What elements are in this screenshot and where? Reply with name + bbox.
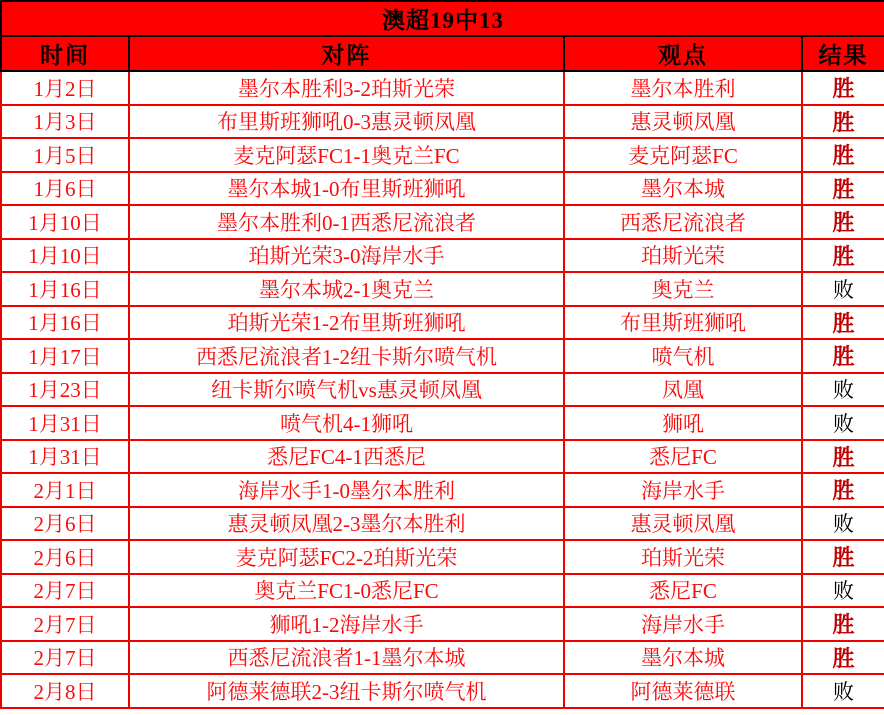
date-cell: 1月16日 <box>1 306 129 340</box>
result-cell: 胜 <box>802 138 884 172</box>
date-cell: 2月8日 <box>1 674 129 708</box>
match-cell: 麦克阿瑟FC2-2珀斯光荣 <box>129 540 564 574</box>
result-cell: 败 <box>802 406 884 440</box>
match-cell: 墨尔本城2-1奥克兰 <box>129 272 564 306</box>
column-header-pick: 观点 <box>564 36 802 71</box>
table-row <box>1 674 884 708</box>
pick-cell: 布里斯班狮吼 <box>564 306 802 340</box>
result-cell: 败 <box>802 574 884 608</box>
date-cell: 1月3日 <box>1 105 129 139</box>
date-cell: 2月6日 <box>1 507 129 541</box>
table-row <box>1 339 884 373</box>
match-cell: 墨尔本城1-0布里斯班狮吼 <box>129 172 564 206</box>
table-row <box>1 272 884 306</box>
date-cell: 1月10日 <box>1 205 129 239</box>
match-cell: 奥克兰FC1-0悉尼FC <box>129 574 564 608</box>
pick-cell: 狮吼 <box>564 406 802 440</box>
date-cell: 2月1日 <box>1 473 129 507</box>
result-cell: 胜 <box>802 540 884 574</box>
pick-cell: 惠灵顿凤凰 <box>564 507 802 541</box>
pick-cell: 海岸水手 <box>564 473 802 507</box>
result-cell: 胜 <box>802 339 884 373</box>
table-row <box>1 607 884 641</box>
match-cell: 墨尔本胜利3-2珀斯光荣 <box>129 71 564 105</box>
pick-cell: 惠灵顿凤凰 <box>564 105 802 139</box>
table-row <box>1 138 884 172</box>
match-cell: 阿德莱德联2-3纽卡斯尔喷气机 <box>129 674 564 708</box>
table-row <box>1 71 884 105</box>
table-row <box>1 373 884 407</box>
column-header-match: 对阵 <box>129 36 564 71</box>
table-row <box>1 641 884 675</box>
date-cell: 1月2日 <box>1 71 129 105</box>
match-cell: 珀斯光荣3-0海岸水手 <box>129 239 564 273</box>
result-cell: 败 <box>802 507 884 541</box>
match-cell: 海岸水手1-0墨尔本胜利 <box>129 473 564 507</box>
table-row <box>1 540 884 574</box>
date-cell: 1月6日 <box>1 172 129 206</box>
match-cell: 西悉尼流浪者1-2纽卡斯尔喷气机 <box>129 339 564 373</box>
pick-cell: 海岸水手 <box>564 607 802 641</box>
pick-cell: 麦克阿瑟FC <box>564 138 802 172</box>
date-cell: 2月7日 <box>1 574 129 608</box>
table-title-row <box>1 1 884 36</box>
match-cell: 西悉尼流浪者1-1墨尔本城 <box>129 641 564 675</box>
result-cell: 胜 <box>802 440 884 474</box>
pick-cell: 凤凰 <box>564 373 802 407</box>
result-cell: 胜 <box>802 172 884 206</box>
result-cell: 胜 <box>802 105 884 139</box>
match-cell: 惠灵顿凤凰2-3墨尔本胜利 <box>129 507 564 541</box>
result-cell: 胜 <box>802 71 884 105</box>
table-row <box>1 473 884 507</box>
date-cell: 2月7日 <box>1 641 129 675</box>
pick-cell: 西悉尼流浪者 <box>564 205 802 239</box>
result-cell: 胜 <box>802 641 884 675</box>
result-cell: 胜 <box>802 239 884 273</box>
table-row <box>1 440 884 474</box>
pick-cell: 奥克兰 <box>564 272 802 306</box>
table-header-row <box>1 36 884 71</box>
result-cell: 胜 <box>802 473 884 507</box>
table-row <box>1 205 884 239</box>
date-cell: 2月7日 <box>1 607 129 641</box>
match-cell: 悉尼FC4-1西悉尼 <box>129 440 564 474</box>
table-row <box>1 239 884 273</box>
pick-cell: 悉尼FC <box>564 574 802 608</box>
date-cell: 1月23日 <box>1 373 129 407</box>
pick-cell: 悉尼FC <box>564 440 802 474</box>
table-row <box>1 507 884 541</box>
match-cell: 布里斯班狮吼0-3惠灵顿凤凰 <box>129 105 564 139</box>
table-row <box>1 105 884 139</box>
result-cell: 胜 <box>802 306 884 340</box>
match-cell: 纽卡斯尔喷气机vs惠灵顿凤凰 <box>129 373 564 407</box>
result-cell: 败 <box>802 373 884 407</box>
date-cell: 1月5日 <box>1 138 129 172</box>
table-row <box>1 574 884 608</box>
column-header-result: 结果 <box>802 36 884 71</box>
date-cell: 1月10日 <box>1 239 129 273</box>
result-cell: 胜 <box>802 205 884 239</box>
table-title: 澳超19中13 <box>1 1 884 36</box>
pick-cell: 墨尔本城 <box>564 641 802 675</box>
date-cell: 1月16日 <box>1 272 129 306</box>
pick-cell: 墨尔本胜利 <box>564 71 802 105</box>
table-row <box>1 306 884 340</box>
match-cell: 墨尔本胜利0-1西悉尼流浪者 <box>129 205 564 239</box>
match-cell: 狮吼1-2海岸水手 <box>129 607 564 641</box>
pick-cell: 珀斯光荣 <box>564 239 802 273</box>
result-cell: 败 <box>802 674 884 708</box>
match-cell: 麦克阿瑟FC1-1奥克兰FC <box>129 138 564 172</box>
result-cell: 胜 <box>802 607 884 641</box>
table-row <box>1 406 884 440</box>
date-cell: 1月31日 <box>1 440 129 474</box>
match-cell: 珀斯光荣1-2布里斯班狮吼 <box>129 306 564 340</box>
table-row <box>1 172 884 206</box>
pick-cell: 珀斯光荣 <box>564 540 802 574</box>
date-cell: 2月6日 <box>1 540 129 574</box>
pick-cell: 阿德莱德联 <box>564 674 802 708</box>
match-cell: 喷气机4-1狮吼 <box>129 406 564 440</box>
result-cell: 败 <box>802 272 884 306</box>
pick-cell: 墨尔本城 <box>564 172 802 206</box>
column-header-time: 时间 <box>1 36 129 71</box>
date-cell: 1月17日 <box>1 339 129 373</box>
date-cell: 1月31日 <box>1 406 129 440</box>
pick-cell: 喷气机 <box>564 339 802 373</box>
table-body <box>1 71 884 708</box>
